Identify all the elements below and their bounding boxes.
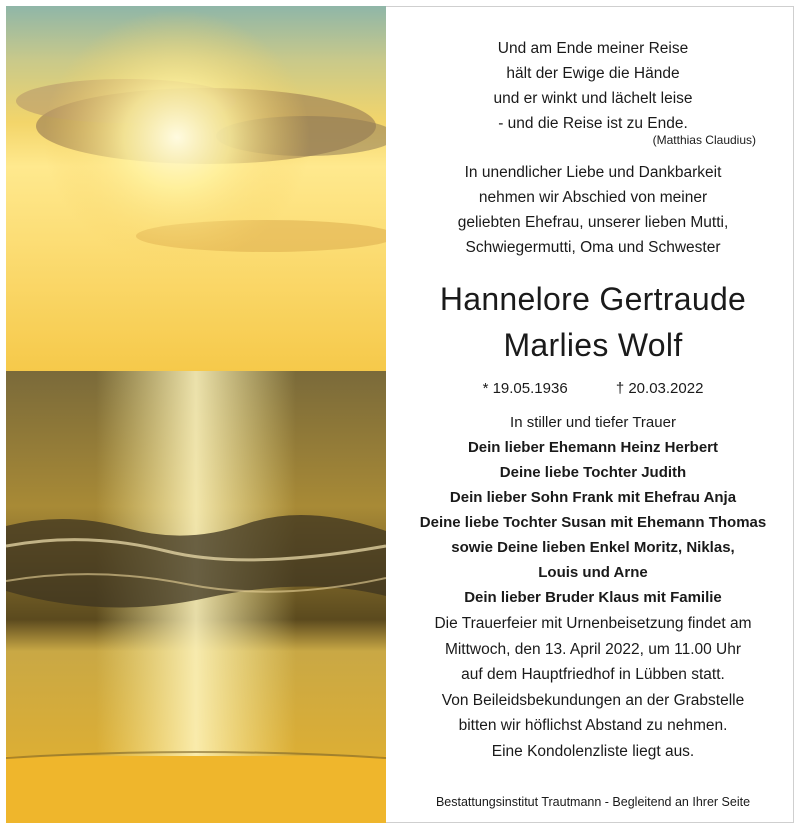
- service-line: Mittwoch, den 13. April 2022, um 11.00 Uhr: [444, 640, 742, 658]
- farewell-intro: [398, 160, 788, 260]
- mourner-line: Dein lieber Ehemann Heinz Herbert: [467, 439, 719, 456]
- mourner-line: Dein lieber Bruder Klaus mit Familie: [464, 589, 722, 606]
- funeral-home-footer: Bestattungsinstitut Trautmann - Begleitend an Ihrer Seite: [435, 795, 751, 809]
- deceased-name: [398, 276, 788, 368]
- poem: [398, 36, 788, 136]
- mourner-line: sowie Deine lieben Enkel Moritz, Niklas,: [451, 539, 735, 556]
- mourners-intro: In stiller und tiefer Trauer: [510, 414, 676, 431]
- mourner-line: Deine liebe Tochter Judith: [499, 464, 687, 481]
- death-date: † 20.03.2022: [615, 380, 704, 397]
- sunset-sea-photo: [6, 6, 386, 823]
- poem-line: hält der Ewige die Hände: [506, 65, 680, 82]
- intro-line: In unendlicher Liebe und Dankbarkeit: [464, 164, 722, 181]
- obituary-text: [398, 6, 788, 823]
- service-line: bitten wir höflichst Abstand zu nehmen.: [458, 717, 728, 734]
- mourner-line: Dein lieber Sohn Frank mit Ehefrau Anja: [449, 489, 737, 506]
- intro-line: geliebten Ehefrau, unserer lieben Mutti,: [457, 214, 729, 231]
- name-line: Marlies Wolf: [503, 327, 683, 363]
- mourner-line: Louis und Arne: [538, 564, 648, 581]
- mourner-line: Deine liebe Tochter Susan mit Ehemann Thomas: [419, 514, 767, 531]
- service-line: Die Trauerfeier mit Urnenbeisetzung findet am: [434, 615, 752, 632]
- service-line: Von Beileidsbekundungen an der Grabstelle: [441, 691, 745, 709]
- poem-line: Und am Ende meiner Reise: [497, 40, 689, 57]
- intro-line: nehmen wir Abschied von meiner: [478, 189, 708, 206]
- poem-line: und er winkt und lächelt leise: [493, 90, 693, 107]
- intro-line: Schwiegermutti, Oma und Schwester: [465, 239, 721, 256]
- birth-date: * 19.05.1936: [482, 380, 568, 397]
- service-details: [398, 611, 788, 764]
- mourners: [398, 410, 788, 610]
- poem-line: - und die Reise ist zu Ende.: [498, 115, 688, 132]
- service-line: Eine Kondolenzliste liegt aus.: [491, 742, 695, 760]
- service-line: auf dem Hauptfriedhof in Lübben statt.: [461, 666, 725, 683]
- poem-attribution: (Matthias Claudius): [652, 133, 756, 147]
- name-line: Hannelore Gertraude: [439, 281, 747, 317]
- life-dates: [398, 378, 788, 400]
